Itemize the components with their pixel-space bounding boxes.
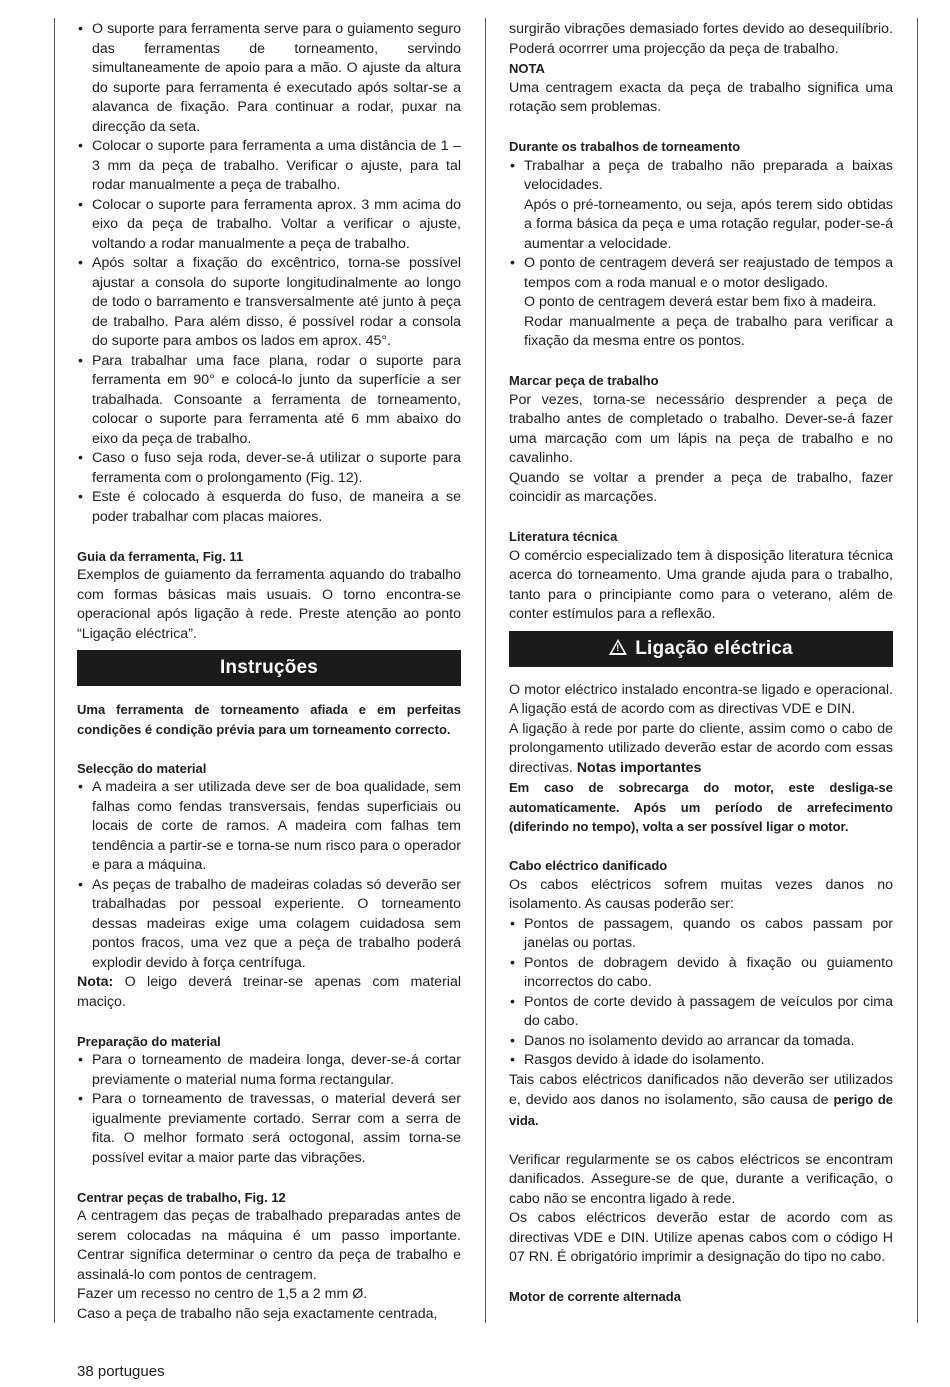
nota-label: Nota: <box>77 974 114 990</box>
nota-paragraph <box>77 973 461 1012</box>
preparacao-bullet-list <box>77 1051 461 1168</box>
list-item: • Pontos de dobragem devido à fixação ou guiamento incorrectos do cabo. <box>509 954 893 993</box>
warning-triangle-icon <box>609 639 627 655</box>
cabo-after-body: Tais cabos eléctricos danificados não deverão ser utilizados e, devido aos danos no isolamento, são causa de <box>509 1071 893 1108</box>
list-item-line: • Trabalhar a peça de trabalho não preparada a baixas velocidades. <box>524 157 893 193</box>
nota-text: O leigo deverá treinar-se apenas com material maciço. <box>77 974 461 1010</box>
left-column <box>77 20 461 1324</box>
list-item-line: Rodar manualmente a peça de trabalho para verificar a fixação da mesma entre os pontos. <box>524 313 893 349</box>
ligacao-title: Ligação eléctrica <box>635 637 793 659</box>
instrucoes-banner: Instruções <box>77 650 461 686</box>
list-item-line: O ponto de centragem deverá estar bem fixo à madeira. <box>524 294 877 310</box>
centrar-text-3: Caso a peça de trabalho não seja exactamente centrada, <box>77 1305 438 1322</box>
centrar-text-2: Fazer um recesso no centro de 1,5 a 2 mm Ø. <box>77 1286 368 1302</box>
list-item: • O suporte para ferramenta serve para o guiamento seguro das ferramentas de torneamento, servindo simultaneamente de apoio para a mão. O ajuste da altura do suporte para ferramenta é executado após soltar-se a alavanca de fixação. Para continuar a rodar, puxar na direcção da seta. <box>77 20 461 137</box>
right-margin-rule <box>917 18 918 1323</box>
notas-importantes-label: Notas importantes <box>576 759 702 776</box>
durante-heading: Durante os trabalhos de torneamento <box>509 139 741 154</box>
marcar-heading: Marcar peça de trabalho <box>509 373 659 388</box>
sobrecarga-warning: Em caso de sobrecarga do motor, este desliga-se automaticamente. Após um período de arrefecimento (diferindo no tempo), volta a ser possível ligar o motor. <box>509 780 893 834</box>
literatura-text: O comércio especializado tem à disposição literatura técnica acerca do torneamento. Uma grande ajuda para o trabalho, tanto para o principiante como para o veterano, além de conter estímulos para a reflexão. <box>509 547 893 622</box>
center-column-rule <box>485 18 486 1323</box>
list-item-line: • O ponto de centragem deverá ser reajustado de tempos a tempos com a roda manual e o motor desligado. <box>524 255 893 291</box>
list-item <box>509 254 893 352</box>
seleccao-bullet-list <box>77 778 461 973</box>
list-item-line: Após o pré-torneamento, ou seja, após terem sido obtidas a forma básica da peça e uma rotação regular, poder-se-á aumentar a velocidade. <box>524 196 893 252</box>
list-item: • A madeira a ser utilizada deve ser de boa qualidade, sem falhas como fendas transversais, fendas superficiais ou locais de corte de ramos. A madeira com falhas tem tendência a partir-se e torna-se num risco para o operador e para a máquina. <box>77 778 461 876</box>
list-item: • Danos no isolamento devido ao arrancar da tomada. <box>509 1032 893 1052</box>
cabo-bullet-list <box>509 915 893 1071</box>
right-column <box>509 20 893 1307</box>
verificar-text-2: Os cabos eléctricos deverão estar de acordo com as directivas VDE e DIN. Utilize apenas cabos com o código H 07 RN. É obrigatório imprimir a designação do tipo no cabo. <box>509 1210 893 1265</box>
centrar-text-1: A centragem das peças de trabalhado preparadas antes de serem colocadas na máquina é um passo importante. Centrar significa determinar o centro da peça de trabalho e assinalá-lo com pontos de centragem. <box>77 1208 461 1283</box>
list-item: • Após soltar a fixação do excêntrico, torna-se possível ajustar a consola do suporte longitudinalmente ao longo de todo o barramento e transversalmente até junto à peça de trabalho. Para além disso, é possível rodar a consola do suporte para ambos os lados em aprox. 45°. <box>77 254 461 352</box>
seleccao-heading: Selecção do material <box>77 760 207 776</box>
ligacao-banner <box>509 631 893 667</box>
list-item: • Pontos de passagem, quando os cabos passam por janelas ou portas. <box>509 915 893 954</box>
motor-heading: Motor de corrente alternada <box>509 1289 681 1304</box>
guia-heading: Guia da ferramenta, Fig. 11 <box>77 548 244 564</box>
ligacao-text-2 <box>509 720 893 779</box>
perigo-de-vida: perigo de vida. <box>509 1092 893 1128</box>
nota-heading: NOTA <box>509 61 545 76</box>
list-item: • As peças de trabalho de madeiras coladas só deverão ser trabalhadas por pessoal experiente. O torneamento dessas madeiras exige uma colagem cuidadosa sem pontos fracos, uma vez que a peça de trabalho poderá explodir devido à força centrífuga. <box>77 876 461 974</box>
page-footer: 38 portugues <box>77 1363 165 1380</box>
marcar-text-2: Quando se voltar a prender a peça de trabalho, fazer coincidir as marcações. <box>509 469 893 505</box>
ligacao-text-1: O motor eléctrico instalado encontra-se ligado e operacional. A ligação está de acordo com as directivas VDE e DIN. <box>509 681 893 717</box>
instrucoes-lead: Uma ferramenta de torneamento afiada e em perfeitas condições é condição prévia para um torneamento correcto. <box>77 702 461 737</box>
cabo-intro: Os cabos eléctricos sofrem muitas vezes danos no isolamento. As causas poderão ser: <box>509 876 893 912</box>
list-item <box>509 157 893 255</box>
ligacao-text-2-body: A ligação à rede por parte do cliente, assim como o cabo de prolongamento utilizado deverão estar de acordo com essas directivas. <box>509 720 893 776</box>
left-margin-rule <box>54 18 55 1323</box>
continuation-text: surgirão vibrações demasiado fortes devido ao desequilíbrio. Poderá ocorrrer uma projecção da peça de trabalho. <box>509 21 893 57</box>
support-bullet-list <box>77 20 461 527</box>
list-item: • Pontos de corte devido à passagem de veículos por cima do cabo. <box>509 993 893 1032</box>
list-item: • Colocar o suporte para ferramenta a uma distância de 1 – 3 mm da peça de trabalho. Verificar o ajuste, para tal rodar manualmente a peça de trabalho. <box>77 137 461 196</box>
list-item: • Colocar o suporte para ferramenta aprox. 3 mm acima do eixo da peça de trabalho. Voltar a verificar o ajuste, voltando a rodar manualmente a peça de trabalho. <box>77 196 461 255</box>
cabo-heading: Cabo eléctrico danificado <box>509 858 668 873</box>
list-item: • Para o torneamento de travessas, o material deverá ser igualmente previamente cortado. Serrar com a serra de fita. O melhor formato será octogonal, assim torna-se possível evitar a maior parte das vibrações. <box>77 1090 461 1168</box>
guia-text: Exemplos de guiamento da ferramenta aquando do trabalho com formas básicas mais usuais. O torno encontra-se operacional após ligação à rede. Preste atenção ao ponto “Ligação eléctrica”. <box>77 567 461 642</box>
verificar-text-1: Verificar regularmente se os cabos eléctricos se encontram danificados. Assegure-se de que, durante a verificação, o cabo não se encontra ligado à rede. <box>509 1151 893 1207</box>
list-item: • Rasgos devido à idade do isolamento. <box>509 1051 893 1071</box>
list-item: • Este é colocado à esquerda do fuso, de maneira a se poder trabalhar com placas maiores. <box>77 488 461 527</box>
marcar-text-1: Por vezes, torna-se necessário desprender a peça de trabalho antes de completado o trabalho. Dever-se-á fazer uma marcação com um lápis na peça de trabalho e no cavalinho. <box>509 391 893 466</box>
centrar-heading: Centrar peças de trabalho, Fig. 12 <box>77 1189 286 1205</box>
preparacao-heading: Preparação do material <box>77 1033 221 1049</box>
cabo-after-text <box>509 1071 893 1132</box>
nota-text: Uma centragem exacta da peça de trabalho significa uma rotação sem problemas. <box>509 79 893 115</box>
list-item: • Para trabalhar uma face plana, rodar o suporte para ferramenta em 90° e colocá-lo junto da superfície a ser trabalhada. Consoante a ferramenta de torneamento, colocar o suporte para ferramenta até 6 mm abaixo do eixo da peça de trabalho. <box>77 352 461 450</box>
list-item: • Caso o fuso seja roda, dever-se-á utilizar o suporte para ferramenta com o prolongamento (Fig. 12). <box>77 449 461 488</box>
durante-bullet-list <box>509 157 893 352</box>
list-item: • Para o torneamento de madeira longa, dever-se-á cortar previamente o material numa forma rectangular. <box>77 1051 461 1090</box>
literatura-heading: Literatura técnica <box>509 529 618 544</box>
